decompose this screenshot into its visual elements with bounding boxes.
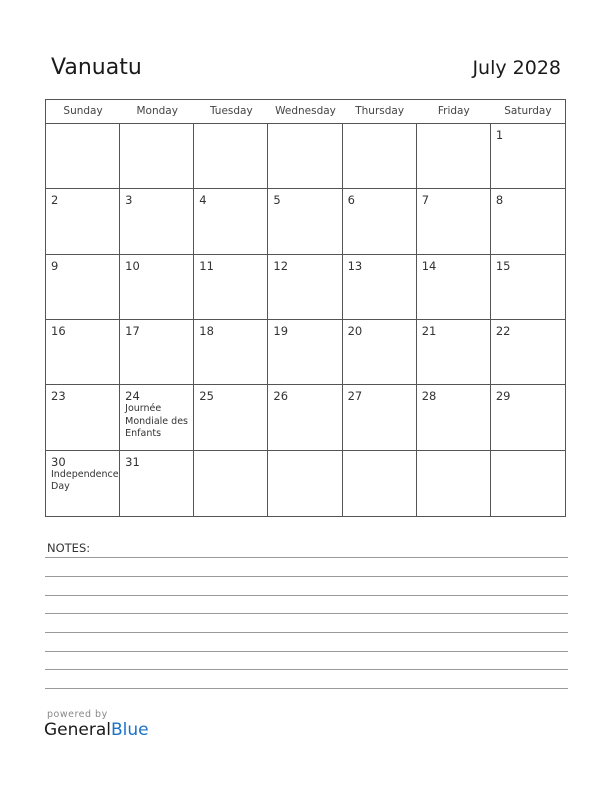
day-number: 7: [421, 193, 430, 208]
day-number: 15: [495, 258, 511, 273]
day-cell[interactable]: [491, 255, 565, 320]
weekday-header: Tuesday: [194, 100, 268, 124]
day-cell[interactable]: [417, 385, 491, 450]
day-number: 10: [125, 258, 140, 273]
day-cell[interactable]: [491, 124, 565, 189]
day-cell[interactable]: [417, 124, 491, 189]
day-number: 17: [125, 324, 140, 338]
day-number: 25: [199, 389, 214, 404]
day-cell[interactable]: [46, 385, 120, 450]
day-cell[interactable]: [491, 320, 565, 385]
day-cell[interactable]: [268, 124, 342, 189]
note-line: [45, 595, 568, 596]
note-line: [45, 632, 568, 633]
day-number: 27: [347, 389, 363, 404]
day-cell[interactable]: [46, 320, 120, 385]
weekday-header: Friday: [417, 100, 491, 124]
day-cell[interactable]: [343, 451, 417, 516]
day-cell[interactable]: [343, 255, 417, 320]
calendar-grid: [45, 99, 566, 517]
weekday-header: Saturday: [491, 100, 565, 124]
day-cell[interactable]: [268, 320, 342, 385]
brand-logo[interactable]: [44, 720, 149, 740]
day-cell[interactable]: [491, 189, 565, 254]
day-number: 8: [495, 193, 504, 208]
day-cell[interactable]: [46, 124, 120, 189]
weekday-header: Monday: [120, 100, 194, 124]
day-cell[interactable]: [268, 451, 342, 516]
day-number: 18: [199, 324, 214, 338]
day-cell[interactable]: [268, 385, 342, 450]
brand-blue: Blue: [111, 720, 149, 740]
day-cell[interactable]: [46, 189, 120, 254]
note-line: [45, 557, 568, 558]
day-number: 11: [199, 258, 214, 273]
day-cell[interactable]: [194, 124, 268, 189]
day-cell[interactable]: [343, 320, 417, 385]
note-line: [45, 613, 568, 614]
day-number: 30: [51, 454, 66, 469]
holiday-event: Independence Day: [51, 468, 119, 493]
day-cell[interactable]: [120, 320, 194, 385]
weekday-header: Sunday: [46, 100, 120, 124]
day-cell[interactable]: [194, 189, 268, 254]
brand-general: General: [44, 720, 111, 740]
day-cell[interactable]: [46, 451, 120, 516]
day-number: 23: [51, 389, 66, 404]
day-cell[interactable]: [120, 255, 194, 320]
day-number: 2: [51, 193, 59, 208]
day-cell[interactable]: [120, 124, 194, 189]
day-cell[interactable]: [417, 451, 491, 516]
day-cell[interactable]: [417, 255, 491, 320]
day-cell[interactable]: [194, 320, 268, 385]
day-number: 12: [273, 258, 289, 273]
day-cell[interactable]: [343, 124, 417, 189]
day-number: 26: [273, 389, 289, 404]
day-cell[interactable]: [268, 189, 342, 254]
day-number: 29: [495, 389, 511, 404]
day-number: 21: [421, 324, 437, 338]
day-number: 16: [51, 324, 66, 338]
calendar-title-month: July 2028: [472, 57, 561, 79]
day-cell[interactable]: [120, 385, 194, 450]
day-number: 4: [199, 193, 207, 208]
day-number: 20: [347, 324, 363, 338]
note-line: [45, 651, 568, 652]
day-cell[interactable]: [194, 385, 268, 450]
day-cell[interactable]: [194, 255, 268, 320]
day-cell[interactable]: [343, 189, 417, 254]
day-number: 13: [347, 258, 363, 273]
day-cell[interactable]: [120, 451, 194, 516]
weekday-header: Wednesday: [268, 100, 342, 124]
powered-by-text: powered by: [47, 709, 108, 720]
day-cell[interactable]: [268, 255, 342, 320]
day-number: 22: [495, 324, 511, 338]
day-cell[interactable]: [46, 255, 120, 320]
day-number: 14: [421, 258, 437, 273]
day-cell[interactable]: [417, 320, 491, 385]
day-number: 28: [421, 389, 437, 404]
day-number: 3: [125, 193, 133, 208]
day-number: 9: [51, 258, 59, 273]
note-line: [45, 669, 568, 670]
note-line: [45, 576, 568, 577]
holiday-event: Journée Mondiale des Enfants: [125, 403, 188, 440]
day-number: 24: [125, 389, 140, 404]
day-cell[interactable]: [491, 385, 565, 450]
day-cell[interactable]: [120, 189, 194, 254]
day-number: 6: [347, 193, 355, 208]
notes-label: NOTES:: [47, 541, 91, 555]
day-cell[interactable]: [343, 385, 417, 450]
calendar-title-country: Vanuatu: [51, 55, 142, 80]
weekday-header: Thursday: [343, 100, 417, 124]
day-number: 19: [273, 324, 289, 338]
day-cell[interactable]: [194, 451, 268, 516]
day-number: 1: [495, 128, 504, 142]
day-cell[interactable]: [417, 189, 491, 254]
day-cell[interactable]: [491, 451, 565, 516]
day-number: 5: [273, 193, 281, 208]
note-line: [45, 688, 568, 689]
day-number: 31: [125, 454, 140, 469]
